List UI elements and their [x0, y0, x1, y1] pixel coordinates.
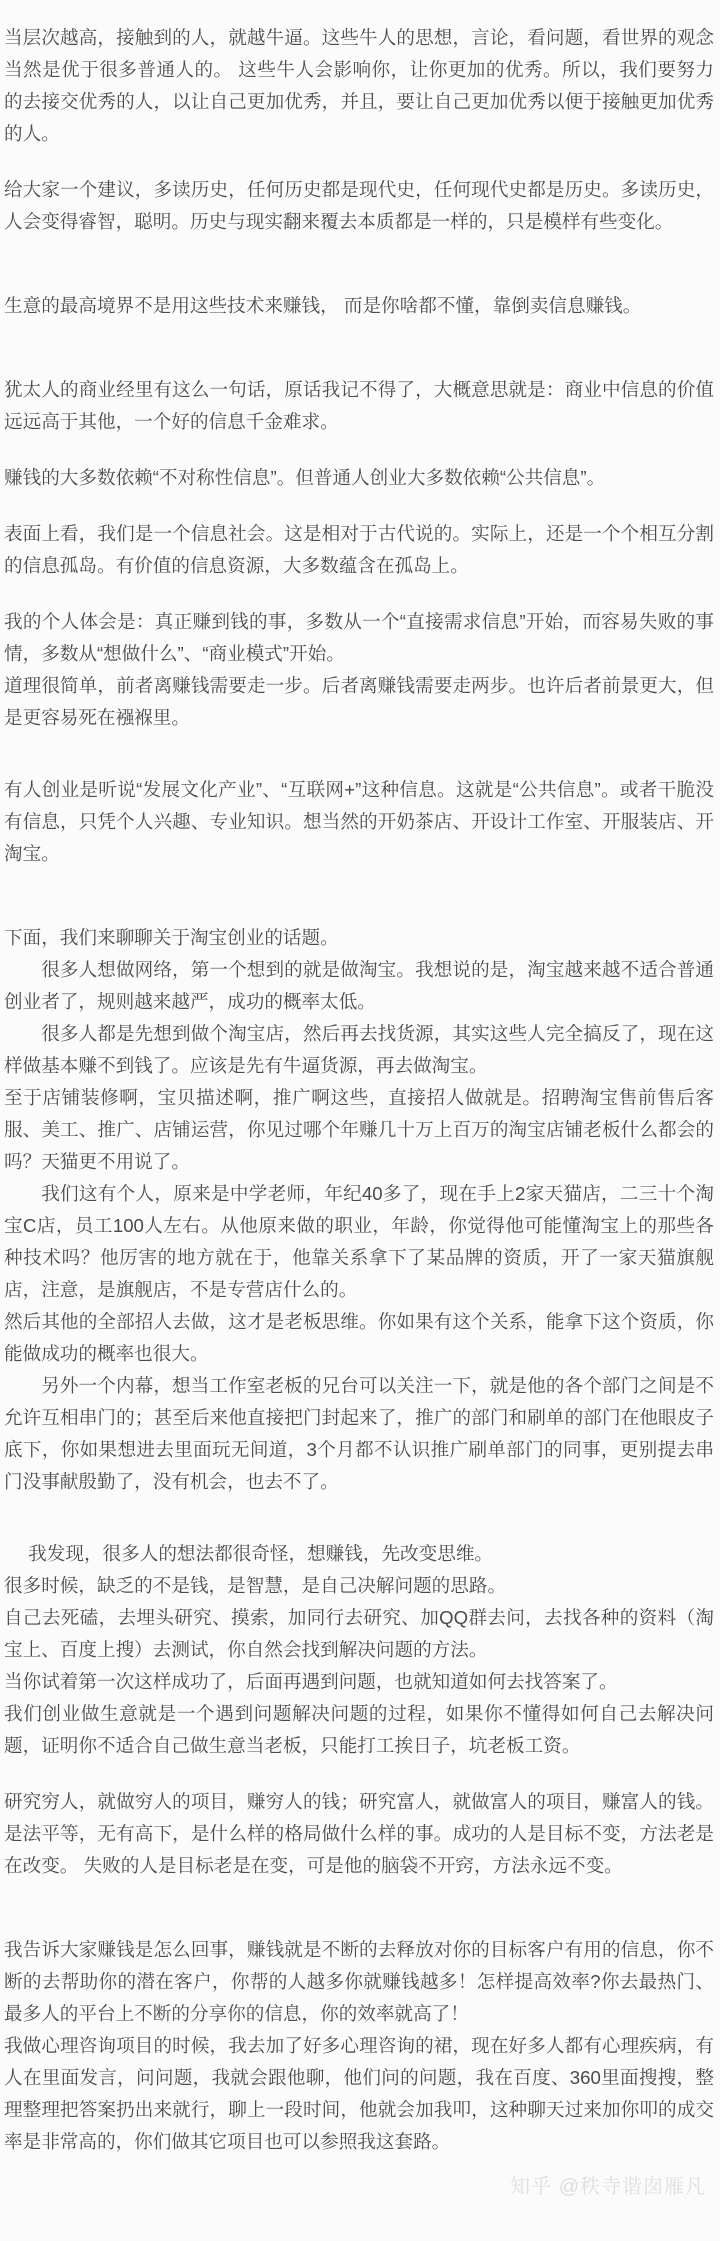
paragraph: 当你试着第一次这样成功了，后面再遇到问题，也就知道如何去找答案了。: [4, 1671, 618, 1692]
paragraph: 我的个人体会是：真正赚到钱的事，多数从一个“直接需求信息”开始，而容易失败的事情，多数从“想做什么”、“商业模式”开始。: [4, 611, 714, 664]
paragraph: 生意的最高境界不是用这些技术来赚钱， 而是你啥都不懂，靠倒卖信息赚钱。: [4, 295, 642, 316]
paragraph: 当层次越高，接触到的人，就越牛逼。这些牛人的思想，言论，看问题，看世界的观念当然是优于很多普通人的。 这些牛人会影响你，让你更加的优秀。所以，我们要努力的去接交优秀的人，以让自己更加优秀，并且，要让自己更加优秀以便于接触更加优秀的人。: [4, 27, 714, 144]
paragraph: 给大家一个建议，多读历史，任何历史都是现代史，任何现代史都是历史。多读历史，人会变得睿智，聪明。历史与现实翻来覆去本质都是一样的，只是模样有些变化。: [4, 179, 714, 232]
paragraph: 犹太人的商业经里有这么一句话，原话我记不得了，大概意思就是：商业中信息的价值远远高于其他，一个好的信息千金难求。: [4, 379, 714, 432]
paragraph: 有人创业是听说“发展文化产业”、“互联网+”这种信息。这就是“公共信息”。或者干脆没有信息，只凭个人兴趣、专业知识。想当然的开奶茶店、开设计工作室、开服装店、开淘宝。: [4, 779, 714, 864]
paragraph: 表面上看，我们是一个信息社会。这是相对于古代说的。实际上，还是一个个相互分割的信息孤岛。有价值的信息资源，大多数蕴含在孤岛上。: [4, 523, 714, 576]
paragraph: 下面，我们来聊聊关于淘宝创业的话题。: [4, 927, 339, 948]
paragraph: 至于店铺装修啊，宝贝描述啊，推广啊这些，直接招人做就是。招聘淘宝售前售后客服、美工、推广、店铺运营，你见过哪个年赚几十万上百万的淘宝店铺老板什么都会的吗？天猫更不用说了。: [4, 1087, 714, 1172]
paragraph: 我做心理咨询项目的时候，我去加了好多心理咨询的裙，现在好多人都有心理疾病，有人在里面发言，问问题，我就会跟他聊，他们问的问题，我在百度、360里面搜搜，整理整理把答案扔出来就行，聊上一段时间，他就会加我叩，这种聊天过来加你叩的成交率是非常高的，你们做其它项目也可以参照我这套路。: [4, 2035, 714, 2152]
paragraph: 然后其他的全部招人去做，这才是老板思维。你如果有这个关系，能拿下这个资质，你能做成功的概率也很大。: [4, 1311, 714, 1364]
paragraph: 很多人都是先想到做个淘宝店，然后再去找货源，其实这些人完全搞反了，现在这样做基本赚不到钱了。应该是先有牛逼货源，再去做淘宝。: [4, 1023, 714, 1076]
paragraph: 我们这有个人，原来是中学老师，年纪40多了，现在手上2家天猫店，二三十个淘宝C店，员工100人左右。从他原来做的职业，年龄，你觉得他可能懂淘宝上的那些各种技术吗？他厉害的地方就在于，他靠关系拿下了某品牌的资质，开了一家天猫旗舰店，注意，是旗舰店，不是专营店什么的。: [4, 1183, 714, 1300]
paragraph: 我们创业做生意就是一个遇到问题解决问题的过程，如果你不懂得如何自己去解决问题，证明你不适合自己做生意当老板，只能打工挨日子，坑老板工资。: [4, 1703, 714, 1756]
paragraph: 我告诉大家赚钱是怎么回事，赚钱就是不断的去释放对你的目标客户有用的信息，你不断的去帮助你的潜在客户，你帮的人越多你就赚钱越多！怎样提高效率?你去最热门、最多人的平台上不断的分享你的信息，你的效率就高了！: [4, 1939, 714, 2024]
paragraph: 很多时候，缺乏的不是钱，是智慧，是自己决解问题的思路。: [4, 1575, 507, 1596]
zhihu-watermark: 知乎 @秩寺谐囱雁凡: [510, 2176, 706, 2198]
paragraph: 我发现，很多人的想法都很奇怪，想赚钱，先改变思维。: [28, 1543, 494, 1564]
paragraph: 赚钱的大多数依赖“不对称性信息”。但普通人创业大多数依赖“公共信息”。: [4, 467, 606, 488]
paragraph: 很多人想做网络，第一个想到的就是做淘宝。我想说的是，淘宝越来越不适合普通创业者了，规则越来越严，成功的概率太低。: [4, 959, 714, 1012]
paragraph: 道理很简单，前者离赚钱需要走一步。后者离赚钱需要走两步。也许后者前景更大，但是更容易死在襁褓里。: [4, 675, 714, 728]
paragraph: 研究穷人，就做穷人的项目，赚穷人的钱；研究富人，就做富人的项目，赚富人的钱。是法平等，无有高下，是什么样的格局做什么样的事。成功的人是目标不变，方法老是在改变。 失败的人是目标老是在变，可是他的脑袋不开窍，方法永远不变。: [4, 1791, 714, 1876]
article-body: [4, 22, 714, 2158]
paragraph: 自己去死磕，去埋头研究、摸索，加同行去研究、加QQ群去问，去找各种的资料（淘宝上、百度上搜）去测试，你自然会找到解决问题的方法。: [4, 1607, 714, 1660]
paragraph: 另外一个内幕，想当工作室老板的兄台可以关注一下，就是他的各个部门之间是不允许互相串门的；甚至后来他直接把门封起来了，推广的部门和刷单的部门在他眼皮子底下，你如果想进去里面玩无间道，3个月都不认识推广刷单部门的同事，更别提去串门没事献殷勤了，没有机会，也去不了。: [4, 1375, 714, 1492]
